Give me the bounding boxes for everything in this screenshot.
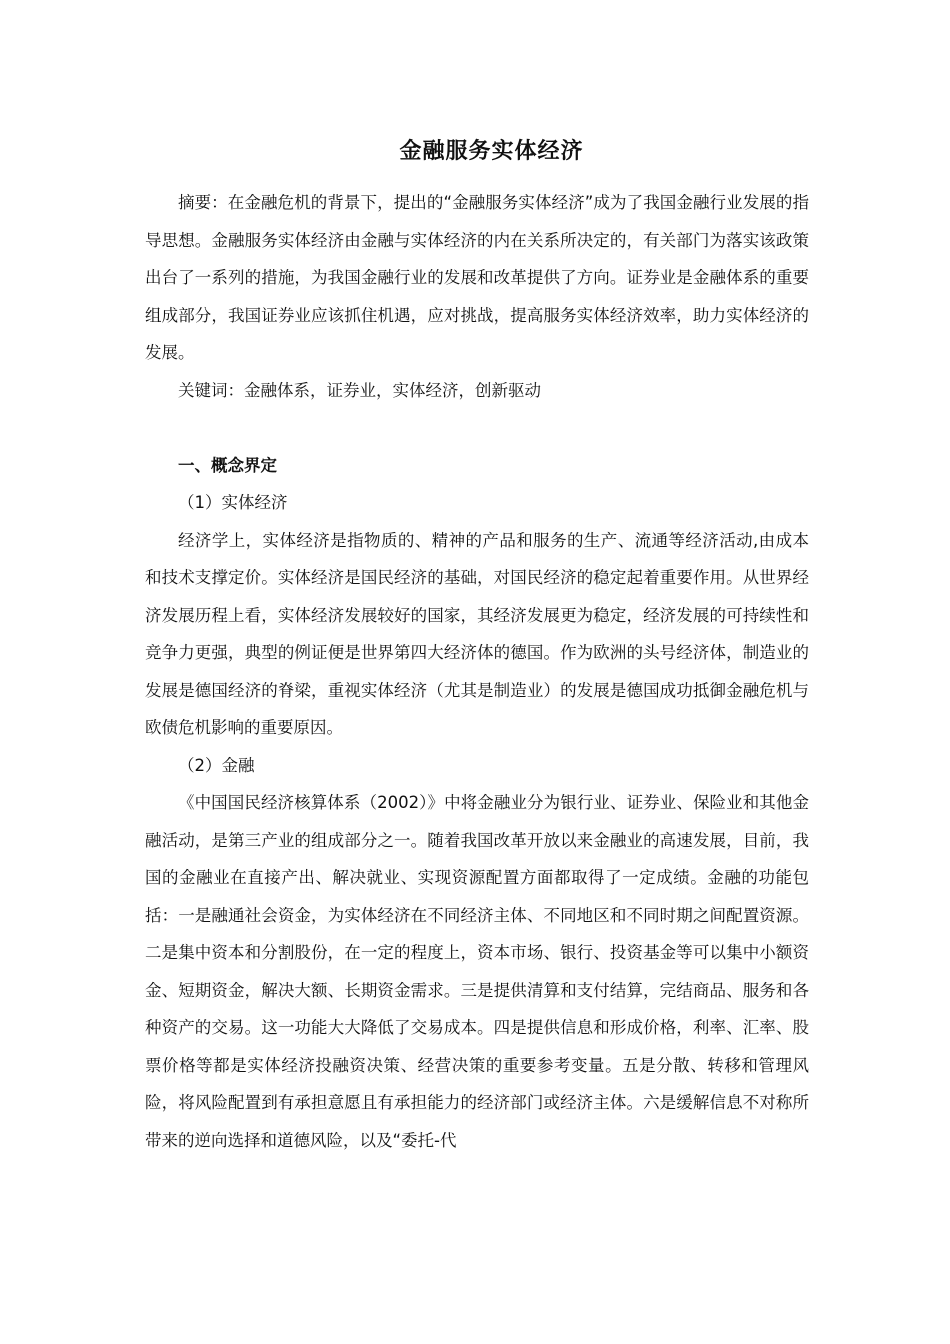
document-body: [145, 184, 809, 1159]
real-economy-paragraph: 经济学上，实体经济是指物质的、精神的产品和服务的生产、流通等经济活动,由成本和技术支撑定价。实体经济是国民经济的基础，对国民经济的稳定起着重要作用。从世界经济发展历程上看，实体经济发展较好的国家，其经济发展更为稳定，经济发展的可持续性和竞争力更强，典型的例证便是世界第四大经济体的德国。作为欧洲的头号经济体，制造业的发展是德国经济的脊梁，重视实体经济（尤其是制造业）的发展是德国成功抵御金融危机与欧债危机影响的重要原因。: [145, 530, 809, 737]
subsection-heading-real-economy: （1）实体经济: [178, 493, 288, 512]
keywords-label: 关键词：: [178, 380, 244, 400]
finance-paragraph: 《中国国民经济核算体系（2002）》中将金融业分为银行业、证券业、保险业和其他金融活动，是第三产业的组成部分之一。随着我国改革开放以来金融业的高速发展，目前，我国的金融业在直接产出、解决就业、实现资源配置方面都取得了一定成绩。金融的功能包括：一是融通社会资金，为实体经济在不同经济主体、不同地区和不同时期之间配置资源。二是集中资本和分割股份，在一定的程度上，资本市场、银行、投资基金等可以集中小额资金、短期资金，解决大额、长期资金需求。三是提供清算和支付结算，完结商品、服务和各种资产的交易。这一功能大大降低了交易成本。四是提供信息和形成价格，利率、汇率、股票价格等都是实体经济投融资决策、经营决策的重要参考变量。五是分散、转移和管理风险，将风险配置到有承担意愿且有承担能力的经济部门或经济主体。六是缓解信息不对称所带来的逆向选择和道德风险，以及“委托-代: [145, 793, 809, 1150]
blank-line: [145, 409, 809, 447]
keywords-text: 金融体系，证券业，实体经济，创新驱动: [244, 380, 541, 400]
document-title: 金融服务实体经济: [399, 139, 584, 164]
abstract-label: 摘要：: [178, 193, 228, 212]
subsection-heading-finance: （2）金融: [178, 755, 255, 775]
section-heading: 一、概念界定: [178, 455, 277, 475]
abstract-text: 在金融危机的背景下，提出的“金融服务实体经济”成为了我国金融行业发展的指导思想。金融服务实体经济由金融与实体经济的内在关系所决定的，有关部门为落实该政策出台了一系列的措施，为我国金融行业的发展和改革提供了方向。证券业是金融体系的重要组成部分，我国证券业应该抓住机遇，应对挑战，提高服务实体经济效率，助力实体经济的发展。: [145, 193, 810, 362]
keywords-paragraph: [145, 372, 809, 410]
abstract-paragraph: [145, 184, 809, 372]
